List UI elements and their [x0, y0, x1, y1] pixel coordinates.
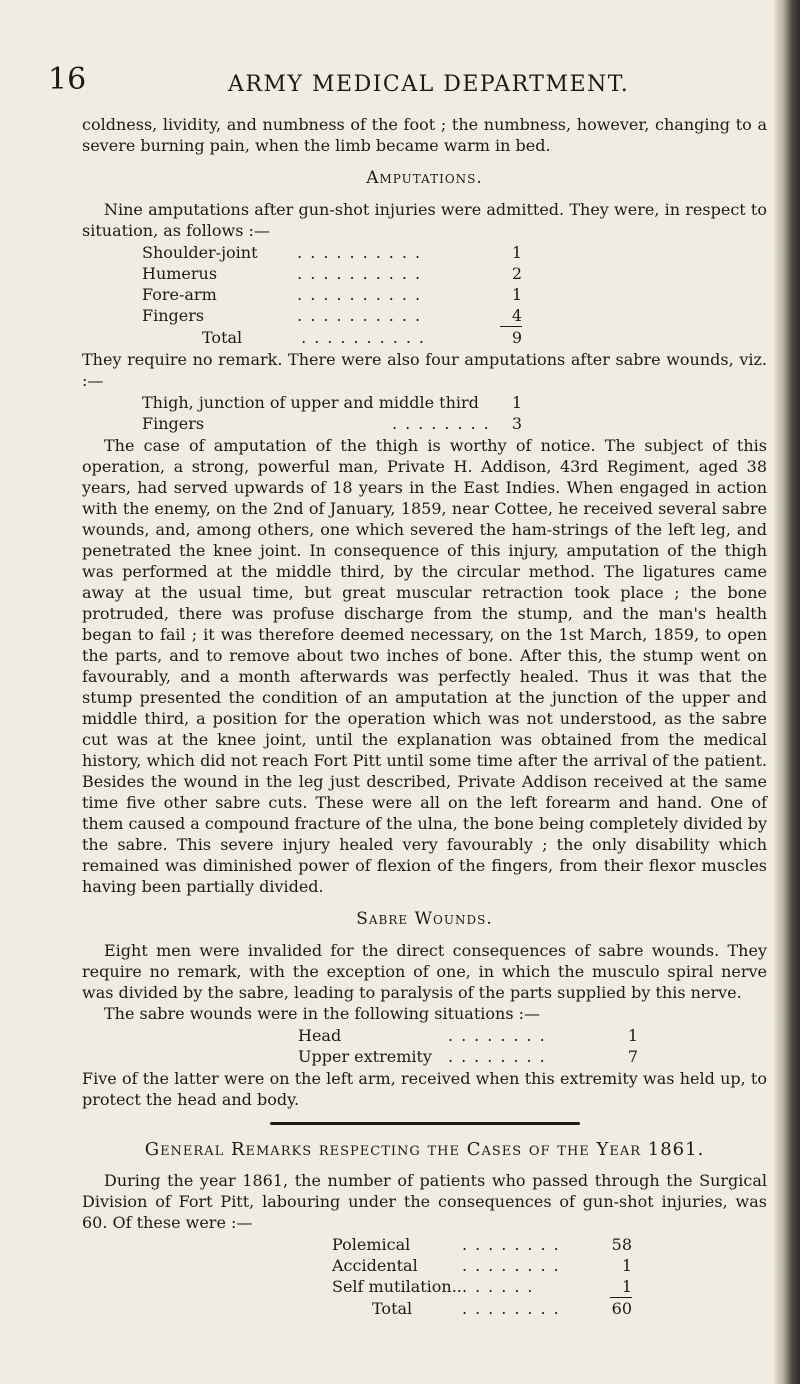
total-value: 60: [611, 1299, 632, 1318]
row-value: 1: [621, 1277, 632, 1296]
section-divider: [270, 1122, 580, 1125]
row-label: Self mutilation..: [332, 1277, 462, 1296]
row-label: Shoulder-joint: [142, 243, 258, 262]
row-value: 7: [627, 1047, 638, 1066]
sabre-wounds-paragraph: Eight men were invalided for the direct consequences of sabre wounds. They require no remark, with the exception of one, in which the musculo spiral nerve was divided by the sabre, leading to paralysis of the parts supplied by this nerve.: [82, 941, 767, 1002]
row-value: 1: [511, 393, 522, 412]
row-label: Fingers: [142, 414, 205, 433]
sabre-situations-intro: The sabre wounds were in the following situations :—: [104, 1004, 541, 1023]
general-remarks-paragraph: During the year 1861, the number of patients who passed through the Surgical Division of Fort Pitt, labouring under the consequences of gun-shot injuries, was 60. Of these were :—: [82, 1171, 767, 1232]
running-head: ARMY MEDICAL DEPARTMENT.: [228, 72, 630, 97]
row-value: 1: [511, 243, 522, 262]
amputations-intro: Nine amputations after gun-shot injuries were admitted. They were, in respect to situation, as follows :—: [82, 200, 767, 240]
table-row: Fingers .......... 4: [142, 306, 522, 325]
row-label: Upper extremity: [298, 1047, 432, 1066]
case-paragraph: The case of amputation of the thigh is worthy of notice. The subject of this operation, a strong, powerful man, Private H. Addison, 43rd Regiment, aged 38 years, had served upwards of 18 years in the East Indies. When engaged in action with the enemy, on the 2nd of January, 1859, near Cottee, he received several sabre wounds, and, among others, one which severed the ham-strings of the left leg, and penetrated the knee joint. In consequence of this injury, amputation of the thigh was performed at the middle third, by the circular method. The ligatures came away at the usual time, but great muscular retraction took place ; the bone protruded, there was profuse discharge from the stump, and the man's health began to fail ; it was therefore deemed necessary, on the 1st March, 1859, to open the parts, and to remove about two inches of bone. After this, the stump went on favourably, and a month afterwards was perfectly healed. Thus it was that the stump presented the condition of an amputation at the junction of the upper and middle third, a position for the operation which was not understood, as the sabre cut was at the knee joint, until the explanation was obtained from the medical history, which did not reach Fort Pitt until some time after the arrival of the patient. Besides the wound in the leg just described, Private Addison received at the same time five other sabre cuts. These were all on the left forearm and hand. One of them caused a compound fracture of the ulna, the bone being completely divided by the sabre. This severe injury healed very favourably ; the only disability which remained was diminished power of flexion of the fingers, from their flexor muscles having been partially divided.: [82, 436, 767, 896]
table-row: Fingers ........ 3: [142, 414, 522, 433]
row-value: 1: [627, 1026, 638, 1045]
row-value: 4: [511, 306, 522, 325]
table-row: Humerus .......... 2: [142, 264, 522, 283]
total-row: Total ........ 60: [332, 1298, 632, 1319]
section-heading-sabre-wounds: Sabre Wounds.: [356, 909, 493, 929]
row-label: Humerus: [142, 264, 218, 283]
table-row: Accidental ........ 1: [332, 1256, 632, 1275]
row-value: 3: [511, 414, 522, 433]
row-value: 1: [621, 1256, 632, 1275]
row-label: Polemical: [332, 1235, 411, 1254]
table-row: [142, 392, 522, 413]
page-edge-shadow: [774, 0, 800, 1384]
total-label: Total: [202, 328, 243, 347]
intro-paragraph: coldness, lividity, and numbness of the foot ; the numbness, however, changing to a severe burning pain, when the limb became warm in bed.: [82, 115, 767, 155]
table-row: Upper extremity ........ 7: [298, 1047, 638, 1066]
row-label: Accidental: [332, 1256, 418, 1275]
row-label: Head: [298, 1026, 342, 1045]
table-row: Self mutilation.. ...... 1: [332, 1277, 632, 1296]
page-header: [48, 62, 768, 102]
row-label: Fore-arm: [142, 285, 217, 304]
row-value: 1: [511, 285, 522, 304]
table-row: Shoulder-joint .......... 1: [142, 243, 522, 262]
section-heading-amputations: Amputations.: [366, 168, 483, 188]
table-row: Head ........ 1: [298, 1026, 638, 1045]
row-value: 2: [511, 264, 522, 283]
sabre-closing-paragraph: Five of the latter were on the left arm, received when this extremity was held up, to protect the head and body.: [82, 1069, 767, 1109]
amputation-table: [142, 242, 522, 348]
table-row: Fore-arm .......... 1: [142, 285, 522, 304]
row-label: Thigh, junction of upper and middle third: [142, 393, 479, 412]
sabre-amputations-intro: They require no remark. There were also four amputations after sabre wounds, viz. :—: [82, 350, 767, 390]
general-remarks-table: [332, 1234, 632, 1319]
row-label: Fingers: [142, 306, 205, 325]
total-row: Total .......... 9: [142, 327, 522, 348]
row-value: 58: [611, 1235, 632, 1254]
table-row: Polemical ........ 58: [332, 1235, 632, 1254]
total-value: 9: [511, 328, 522, 347]
section-heading-general-remarks: General Remarks respecting the Cases of the Year 1861.: [144, 1139, 705, 1160]
page-number: 16: [48, 62, 87, 97]
sabre-situation-table: [298, 1025, 638, 1067]
total-label: Total: [372, 1299, 413, 1318]
sabre-amputation-table: [142, 392, 522, 434]
page-body: [82, 114, 767, 1320]
